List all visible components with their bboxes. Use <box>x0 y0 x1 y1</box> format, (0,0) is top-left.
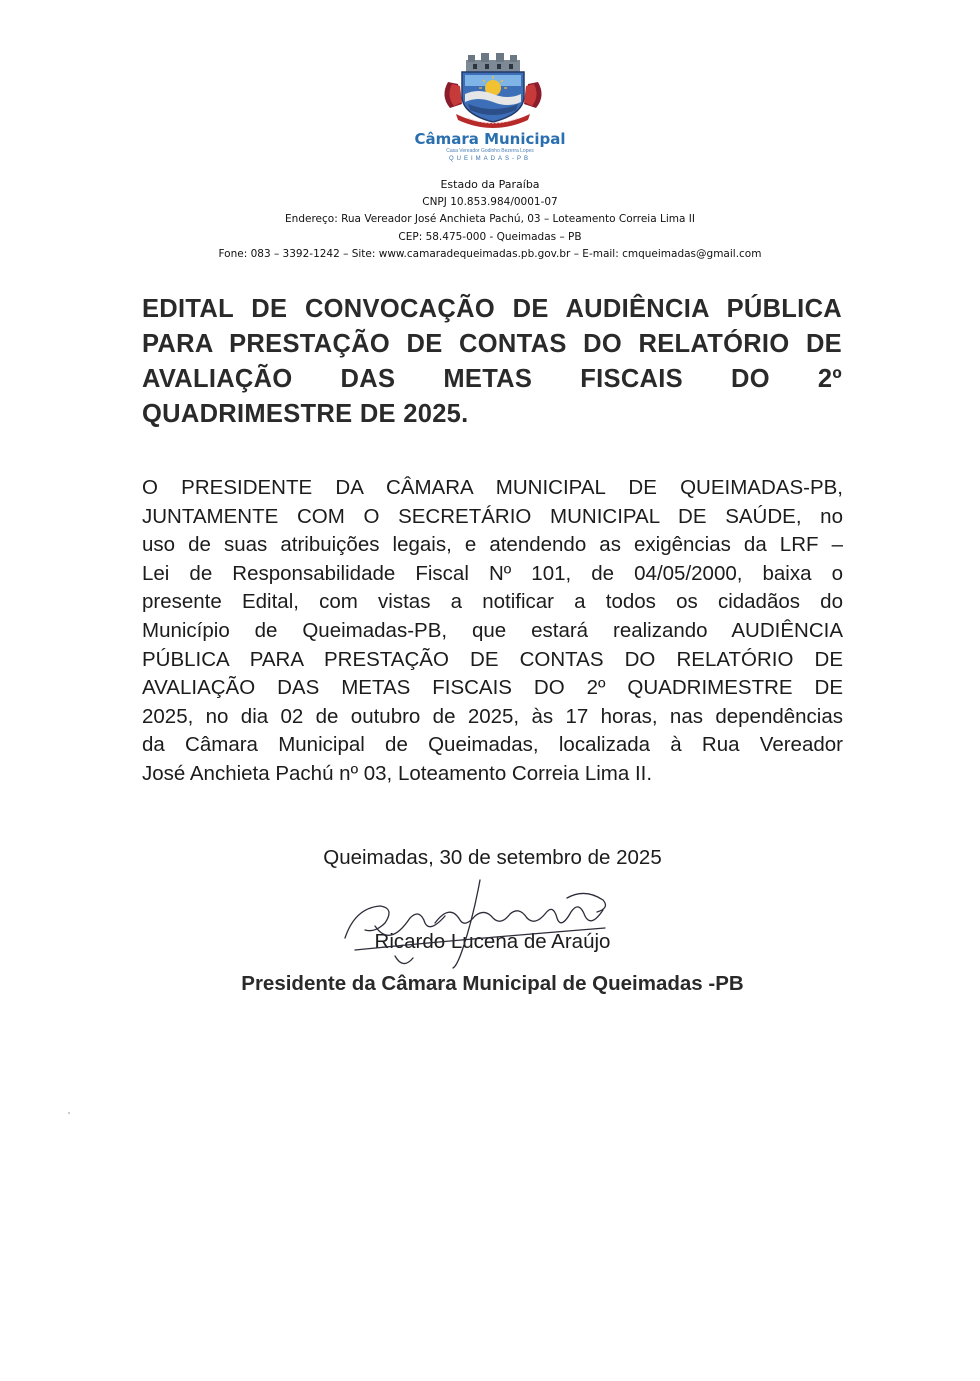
body-line: José Anchieta Pachú nº 03, Loteamento Correia Lima II. <box>142 761 653 785</box>
cnpj-line: CNPJ 10.853.984/0001-07 <box>422 195 558 208</box>
body-line: AVALIAÇÃO DAS METAS FISCAIS DO 2º QUADRIMESTRE DE <box>142 676 843 700</box>
logo-text-block <box>380 130 600 164</box>
body-line: 2025, no dia 02 de outubro de 2025, às 17 horas, nas dependências <box>142 704 843 728</box>
contact-line: Fone: 083 – 3392-1242 – Site: www.camaradequeimadas.pb.gov.br – E-mail: cmqueimadas@gmail.com <box>218 248 762 260</box>
camara-municipal-logo <box>438 52 548 128</box>
address-line: Endereço: Rua Vereador José Anchieta Pachú, 03 – Loteamento Correia Lima II <box>285 213 695 225</box>
place-and-date: Queimadas, 30 de setembro de 2025 <box>323 846 662 869</box>
handwritten-signature <box>335 878 635 973</box>
body-line: uso de suas atribuições legais, e atendendo as exigências da LRF – <box>142 533 843 557</box>
title-line: PARA PRESTAÇÃO DE CONTAS DO RELATÓRIO DE <box>142 330 842 358</box>
logo-city: QUEIMADAS-PB <box>448 156 531 162</box>
body-line: da Câmara Municipal de Queimadas, localizada à Rua Vereador <box>142 733 843 757</box>
body-line: Município de Queimadas-PB, que estará realizando AUDIÊNCIA <box>142 618 843 642</box>
signer-name: Ricardo Lucena de Araújo <box>374 930 611 953</box>
body-line: PÚBLICA PARA PRESTAÇÃO DE CONTAS DO RELATÓRIO DE <box>142 647 843 671</box>
title-line: EDITAL DE CONVOCAÇÃO DE AUDIÊNCIA PÚBLICA <box>142 295 842 323</box>
cep-line: CEP: 58.475-000 - Queimadas – PB <box>398 230 582 243</box>
logo-subtitle: Casa Vereador Godinho Bezerra Lopes <box>446 148 534 154</box>
notice-body-paragraph <box>142 474 843 789</box>
body-line: JUNTAMENTE COM O SECRETÁRIO MUNICIPAL DE SAÚDE, no <box>142 504 843 528</box>
title-line: QUADRIMESTRE DE 2025. <box>142 400 469 428</box>
body-line: O PRESIDENTE DA CÂMARA MUNICIPAL DE QUEIMADAS-PB, <box>142 476 843 499</box>
title-line: AVALIAÇÃO DAS METAS FISCAIS DO 2º <box>142 365 842 393</box>
body-line: Lei de Responsabilidade Fiscal Nº 101, de 04/05/2000, baixa o <box>142 561 843 585</box>
signer-role: Presidente da Câmara Municipal de Queimadas -PB <box>241 972 744 995</box>
state-line: Estado da Paraíba <box>440 178 540 191</box>
logo-name: Câmara Municipal <box>414 130 566 148</box>
institution-header <box>150 176 830 264</box>
body-line: presente Edital, com vistas a notificar a todos os cidadãos do <box>142 590 843 614</box>
document-title <box>142 292 842 432</box>
scan-speck <box>68 1112 70 1114</box>
